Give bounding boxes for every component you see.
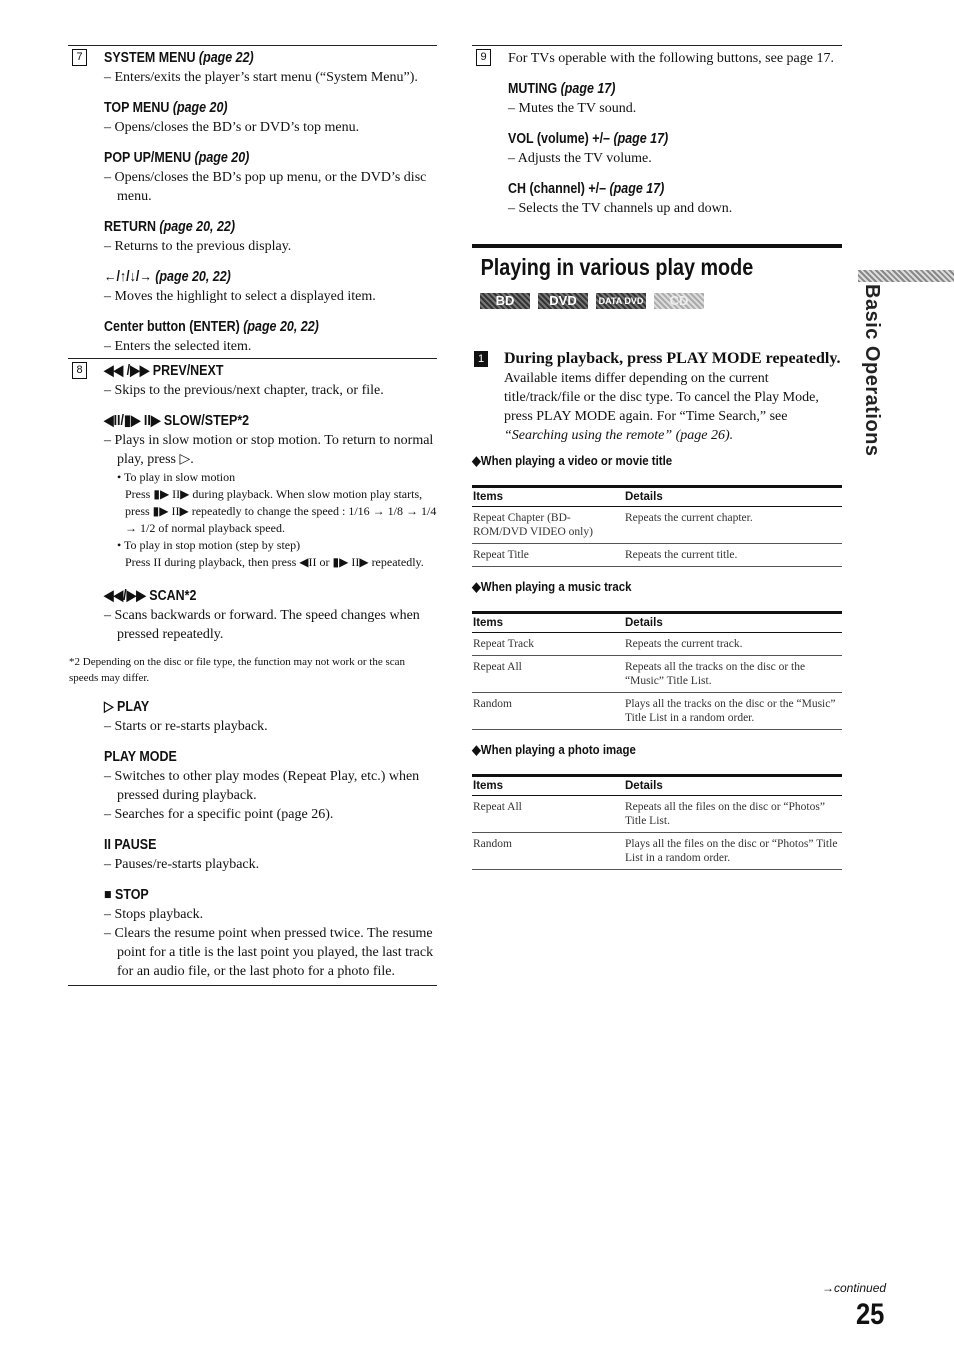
stop-desc-1: – Stops playback.: [104, 907, 204, 922]
tv-buttons-intro: For TVs operable with the following buttons, see page 17.: [508, 51, 834, 66]
detail-cell: Repeats the current chapter.: [624, 507, 842, 544]
column-end-rule: [68, 985, 437, 986]
table-heading: ◆When playing a photo image: [472, 742, 636, 757]
detail-cell: Repeats the current title.: [624, 544, 842, 567]
table-row: [472, 633, 842, 656]
items-header: Items: [472, 613, 624, 633]
prev-next-heading: ◀◀ /▶▶ PREV/NEXT: [104, 363, 224, 379]
continued-label: →continued: [822, 1281, 887, 1295]
return-heading: RETURN (page 20, 22): [104, 219, 235, 235]
detail-cell: Plays all the tracks on the disc or the “Music” Title List in a random order.: [624, 693, 842, 730]
prev-next-desc: – Skips to the previous/next chapter, track, or file.: [104, 383, 384, 398]
stop-heading: ■ STOP: [104, 887, 149, 903]
step-number: 1: [474, 351, 488, 367]
item-cell: Repeat All: [472, 656, 624, 693]
play-heading: ▷ PLAY: [104, 699, 150, 715]
system-menu-heading: SYSTEM MENU (page 22): [104, 50, 254, 66]
table-row: [472, 693, 842, 730]
slow-motion-text: Press ▮▶ II▶ during playback. When slow motion play starts, press ▮▶ II▶ repeatedly to change the speed : 1/16 → 1/8 → 1/4 → 1/2 of normal playback speed.: [125, 487, 437, 535]
muting-desc: – Mutes the TV sound.: [508, 101, 637, 116]
muting-heading: MUTING (page 17): [508, 81, 616, 97]
side-tab-label: Basic Operations: [861, 284, 883, 457]
music-table: [472, 611, 842, 730]
item-cell: Repeat Track: [472, 633, 624, 656]
play-mode-heading: PLAY MODE: [104, 749, 177, 765]
system-menu-desc: – Enters/exits the player’s start menu (“System Menu”).: [104, 70, 418, 85]
item-cell: Repeat Title: [472, 544, 624, 567]
play-mode-desc-1: – Switches to other play modes (Repeat Play, etc.) when pressed during playback.: [104, 769, 420, 803]
section-number: 8: [72, 362, 87, 379]
right-column: [472, 45, 842, 870]
pause-heading: II PAUSE: [104, 837, 157, 853]
details-header: Details: [624, 613, 842, 633]
bd-badge: BD: [480, 293, 530, 309]
footnote: *2 Depending on the disc or file type, the function may not work or the scan speeds may differ.: [69, 656, 406, 684]
item-cell: Random: [472, 693, 624, 730]
ch-heading: CH (channel) +/– (page 17): [508, 181, 665, 197]
scan-desc: – Scans backwards or forward. The speed changes when pressed repeatedly.: [104, 608, 420, 642]
item-cell: Repeat Chapter (BD-ROM/DVD VIDEO only): [472, 507, 624, 544]
ch-desc: – Selects the TV channels up and down.: [508, 201, 733, 216]
arrows-heading: ←/↑/↓/→ (page 20, 22): [104, 269, 231, 285]
items-header: Items: [472, 776, 624, 796]
disc-badges: [472, 281, 842, 309]
play-mode-tables: [472, 453, 842, 870]
details-header: Details: [624, 776, 842, 796]
item-cell: Random: [472, 833, 624, 870]
detail-cell: Plays all the files on the disc or “Photos” Title List in a random order.: [624, 833, 842, 870]
scan-heading: ◀◀/▶▶ SCAN*2: [104, 588, 197, 604]
items-header: Items: [472, 487, 624, 507]
video-table: [472, 485, 842, 567]
pause-desc: – Pauses/re-starts playback.: [104, 857, 260, 872]
vol-desc: – Adjusts the TV volume.: [508, 151, 652, 166]
detail-cell: Repeats all the tracks on the disc or the “Music” Title List.: [624, 656, 842, 693]
cd-badge: CD: [654, 293, 704, 309]
left-column: [68, 45, 437, 986]
section-8: [68, 358, 437, 981]
step-heading: During playback, press PLAY MODE repeatedly.: [504, 350, 841, 367]
page-number: 25: [856, 1298, 885, 1331]
section-title: Playing in various play mode: [480, 254, 754, 280]
table-row: [472, 833, 842, 870]
pop-up-menu-desc: – Opens/closes the BD’s pop up menu, or the DVD’s disc menu.: [104, 170, 427, 204]
play-desc: – Starts or re-starts playback.: [104, 719, 268, 734]
section-number: 7: [72, 49, 87, 66]
table-row: [472, 544, 842, 567]
top-menu-heading: TOP MENU (page 20): [104, 100, 228, 116]
return-desc: – Returns to the previous display.: [104, 239, 292, 254]
item-cell: Repeat All: [472, 796, 624, 833]
stop-motion-bullet: • To play in stop motion (step by step): [117, 538, 301, 552]
table-row: [472, 796, 842, 833]
step-1: [472, 349, 842, 445]
arrows-desc: – Moves the highlight to select a displayed item.: [104, 289, 376, 304]
center-button-heading: Center button (ENTER) (page 20, 22): [104, 319, 319, 335]
stop-desc-2: – Clears the resume point when pressed twice. The resume point for a title is the last point you played, the last track for an audio file, or the last photo for a photo file.: [104, 926, 434, 979]
table-header-row: [472, 487, 842, 507]
details-header: Details: [624, 487, 842, 507]
photo-table: [472, 774, 842, 870]
section-7: [68, 45, 437, 356]
step-desc: Available items differ depending on the current title/track/file or the disc type. To cancel the Play Mode, press PLAY MODE again. For “Time Search,” see “Searching using the remote” (page 26).: [504, 371, 819, 443]
top-menu-desc: – Opens/closes the BD’s or DVD’s top menu.: [104, 120, 360, 135]
slow-step-desc: – Plays in slow motion or stop motion. To return to normal play, press ▷.: [104, 433, 434, 467]
section-9: [472, 45, 842, 218]
slow-step-heading: ◀II/▮▶ II▶ SLOW/STEP*2: [104, 413, 250, 429]
center-button-desc: – Enters the selected item.: [104, 339, 252, 354]
table-heading: ◆When playing a video or movie title: [472, 453, 673, 468]
vol-heading: VOL (volume) +/– (page 17): [508, 131, 669, 147]
stop-motion-text: Press II during playback, then press ◀II or ▮▶ II▶ repeatedly.: [125, 555, 424, 569]
detail-cell: Repeats all the files on the disc or “Photos” Title List.: [624, 796, 842, 833]
dvd-badge: DVD: [538, 293, 588, 309]
table-row: [472, 656, 842, 693]
data-dvd-badge: DATA DVD: [596, 293, 646, 309]
detail-cell: Repeats the current track.: [624, 633, 842, 656]
side-tab-bar: [858, 270, 954, 282]
pop-up-menu-heading: POP UP/MENU (page 20): [104, 150, 250, 166]
play-mode-desc-2: – Searches for a specific point (page 26).: [104, 807, 334, 822]
table-heading: ◆When playing a music track: [472, 579, 632, 594]
table-header-row: [472, 776, 842, 796]
table-row: [472, 507, 842, 544]
table-header-row: [472, 613, 842, 633]
slow-motion-bullet: • To play in slow motion: [117, 470, 236, 484]
section-number: 9: [476, 49, 491, 66]
